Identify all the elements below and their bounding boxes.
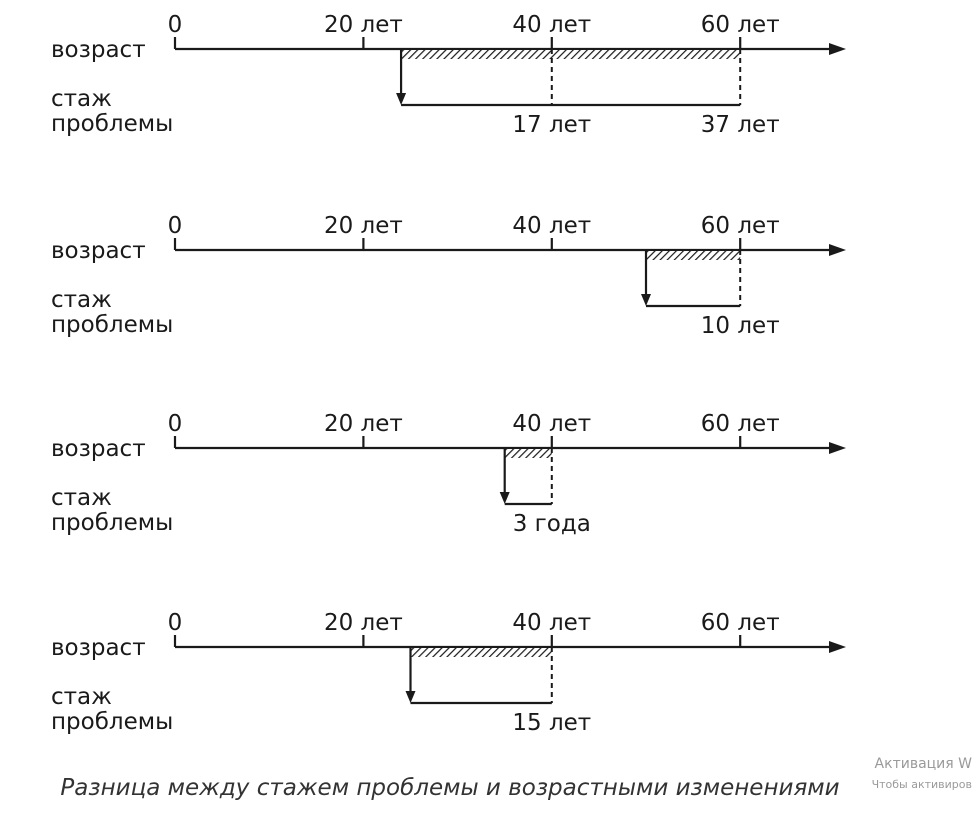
age-label: возраст bbox=[51, 436, 146, 462]
axis-tick-label: 0 bbox=[167, 610, 183, 636]
duration-label: 15 лет bbox=[512, 710, 592, 736]
problem-period-band bbox=[646, 251, 740, 260]
problem-period-band bbox=[505, 449, 552, 458]
axis-tick-label: 40 лет bbox=[512, 12, 592, 38]
onset-arrowhead bbox=[641, 294, 651, 306]
axis-arrowhead bbox=[829, 43, 846, 55]
axis-tick-label: 0 bbox=[167, 12, 183, 38]
age-label: возраст bbox=[51, 635, 146, 661]
axis-tick-label: 20 лет bbox=[323, 12, 403, 38]
axis-tick-label: 20 лет bbox=[323, 411, 403, 437]
axis-tick-label: 60 лет bbox=[700, 411, 780, 437]
stage-label-line2: проблемы bbox=[51, 709, 174, 735]
axis-arrowhead bbox=[829, 244, 846, 256]
problem-period-band bbox=[411, 648, 552, 657]
activation-watermark-line2: Чтобы активиров bbox=[871, 778, 972, 791]
stage-label-line1: стаж bbox=[51, 485, 112, 511]
axis-tick-label: 0 bbox=[167, 411, 183, 437]
age-label: возраст bbox=[51, 37, 146, 63]
axis-tick-label: 40 лет bbox=[512, 411, 592, 437]
duration-label: 3 года bbox=[512, 511, 591, 537]
axis-arrowhead bbox=[829, 641, 846, 653]
age-label: возраст bbox=[51, 238, 146, 264]
axis-tick-label: 20 лет bbox=[323, 610, 403, 636]
timeline-row bbox=[51, 610, 846, 736]
onset-arrowhead bbox=[396, 93, 406, 105]
axis-arrowhead bbox=[829, 442, 846, 454]
stage-label-line2: проблемы bbox=[51, 312, 174, 338]
duration-label: 37 лет bbox=[700, 112, 780, 138]
timeline-row bbox=[51, 12, 846, 138]
axis-tick-label: 0 bbox=[167, 213, 183, 239]
stage-label-line1: стаж bbox=[51, 86, 112, 112]
onset-arrowhead bbox=[500, 492, 510, 504]
axis-tick-label: 20 лет bbox=[323, 213, 403, 239]
axis-tick-label: 40 лет bbox=[512, 610, 592, 636]
stage-label-line2: проблемы bbox=[51, 510, 174, 536]
axis-tick-label: 60 лет bbox=[700, 610, 780, 636]
duration-label: 10 лет bbox=[700, 313, 780, 339]
axis-tick-label: 60 лет bbox=[700, 213, 780, 239]
stage-label-line1: стаж bbox=[51, 287, 112, 313]
timeline-row bbox=[51, 411, 846, 537]
activation-watermark-line1: Активация W bbox=[874, 756, 972, 772]
stage-label-line1: стаж bbox=[51, 684, 112, 710]
duration-label: 17 лет bbox=[512, 112, 592, 138]
axis-tick-label: 40 лет bbox=[512, 213, 592, 239]
timeline-row bbox=[51, 213, 846, 339]
axis-tick-label: 60 лет bbox=[700, 12, 780, 38]
problem-period-band bbox=[401, 50, 740, 59]
onset-arrowhead bbox=[406, 691, 416, 703]
stage-label-line2: проблемы bbox=[51, 111, 174, 137]
figure-caption: Разница между стажем проблемы и возрастными изменениями bbox=[60, 775, 840, 801]
